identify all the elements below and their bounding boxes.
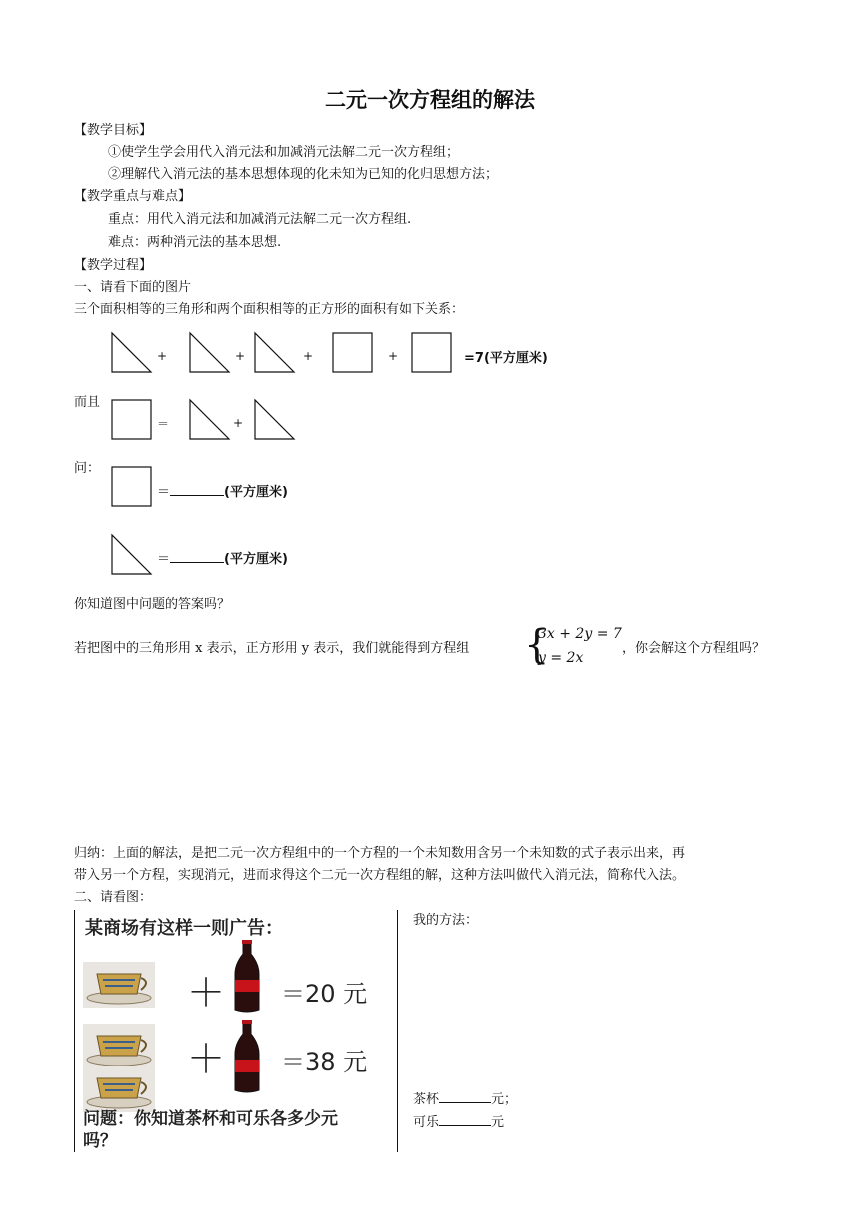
square-answer xyxy=(157,483,288,502)
ad-plus-sign: ＋ xyxy=(187,971,226,1015)
answer-blank[interactable] xyxy=(170,550,224,563)
equation-brace: { xyxy=(524,622,550,668)
ad-header: 某商场有这样一则广告： xyxy=(85,918,283,939)
advertisement-panel xyxy=(74,910,398,1152)
cup-price-answer xyxy=(413,1090,517,1109)
triangle-answer xyxy=(157,550,288,569)
triangle-shape xyxy=(112,333,151,372)
key-point-item-2: 难点：两种消元法的基本思想. xyxy=(108,235,282,250)
cup-prefix: 茶杯 xyxy=(413,1092,440,1107)
plus-sign: + xyxy=(233,416,244,430)
equals-sign: ＝ xyxy=(157,417,170,431)
equation-2: y = 2x xyxy=(538,650,584,666)
key-point-item-1: 重点：用代入消元法和加减消元法解二元一次方程组. xyxy=(108,212,412,227)
shape-diagram xyxy=(0,0,860,600)
triangle-shape xyxy=(190,333,229,372)
cola-prefix: 可乐 xyxy=(413,1115,440,1130)
part1-intro: 三个面积相等的三角形和两个面积相等的正方形的面积有如下关系： xyxy=(74,302,465,317)
part1-title: 一、请看下面的图片 xyxy=(74,280,192,295)
cola-bottle-icon xyxy=(231,940,263,1014)
equation-1: 3x + 2y = 7 xyxy=(538,626,622,642)
equals-sign: ＝ xyxy=(157,485,171,500)
equals-sign: ＝ xyxy=(157,552,171,567)
square-shape xyxy=(112,400,151,439)
goals-heading: 【教学目标】 xyxy=(74,123,153,138)
unit-label: (平方厘米) xyxy=(224,485,288,500)
goal-item-1: ①使学生学会用代入消元法和加减消元法解二元一次方程组； xyxy=(108,145,460,160)
my-method-label: 我的方法： xyxy=(413,913,479,928)
ad-price-1: ＝20 元 xyxy=(281,980,368,1008)
question-text: 你知道图中问题的答案吗？ xyxy=(74,597,231,612)
triangle-shape xyxy=(112,535,151,574)
cola-price-blank[interactable] xyxy=(439,1113,491,1126)
unit-label: (平方厘米) xyxy=(224,552,288,567)
goal-item-2: ②理解代入消元法的基本思想体现的化未知为已知的化归思想方法； xyxy=(108,167,499,182)
triangle-shape xyxy=(190,400,229,439)
square-shape xyxy=(333,333,372,372)
triangle-shape xyxy=(255,400,294,439)
triangle-shape xyxy=(255,333,294,372)
page-title: 二元一次方程组的解法 xyxy=(325,88,535,112)
key-points-heading: 【教学重点与难点】 xyxy=(74,189,192,204)
plus-sign: + xyxy=(157,349,168,363)
system-lead: 若把图中的三角形用 x 表示，正方形用 y 表示，我们就能得到方程组 xyxy=(74,641,470,656)
system-tail: ，你会解这个方程组吗？ xyxy=(622,641,766,656)
cola-price-answer xyxy=(413,1113,504,1132)
ad-question-line-2: 吗？ xyxy=(83,1131,117,1151)
ad-price-2: ＝38 元 xyxy=(281,1048,368,1076)
cola-bottle-icon xyxy=(231,1020,263,1094)
ad-question-line-1: 问题：你知道茶杯和可乐各多少元 xyxy=(83,1109,338,1129)
cup-price-blank[interactable] xyxy=(439,1090,491,1103)
cola-suffix: 元 xyxy=(491,1115,505,1130)
part2-title: 二、请看图： xyxy=(74,890,153,905)
square-shape xyxy=(112,467,151,506)
plus-sign: + xyxy=(303,349,314,363)
row2-label: 而且 xyxy=(74,395,101,410)
plus-sign: + xyxy=(388,349,399,363)
process-heading: 【教学过程】 xyxy=(74,258,153,273)
row3-label: 问： xyxy=(74,461,101,476)
teacup-icon xyxy=(83,962,155,1008)
square-shape xyxy=(412,333,451,372)
teacup-icon xyxy=(83,1024,155,1070)
summary-line-2: 带入另一个方程，实现消元，进而求得这个二元一次方程组的解，这种方法叫做代入消元法，简称代入法。 xyxy=(74,868,686,883)
row1-result: =7(平方厘米) xyxy=(464,351,548,366)
ad-plus-sign: ＋ xyxy=(187,1037,226,1081)
summary-line-1: 归纳：上面的解法，是把二元一次方程组中的一个方程的一个未知数用含另一个未知数的式子表示出来，再 xyxy=(74,846,686,861)
answer-blank[interactable] xyxy=(170,483,224,496)
plus-sign: + xyxy=(235,349,246,363)
cup-suffix: 元； xyxy=(491,1092,518,1107)
